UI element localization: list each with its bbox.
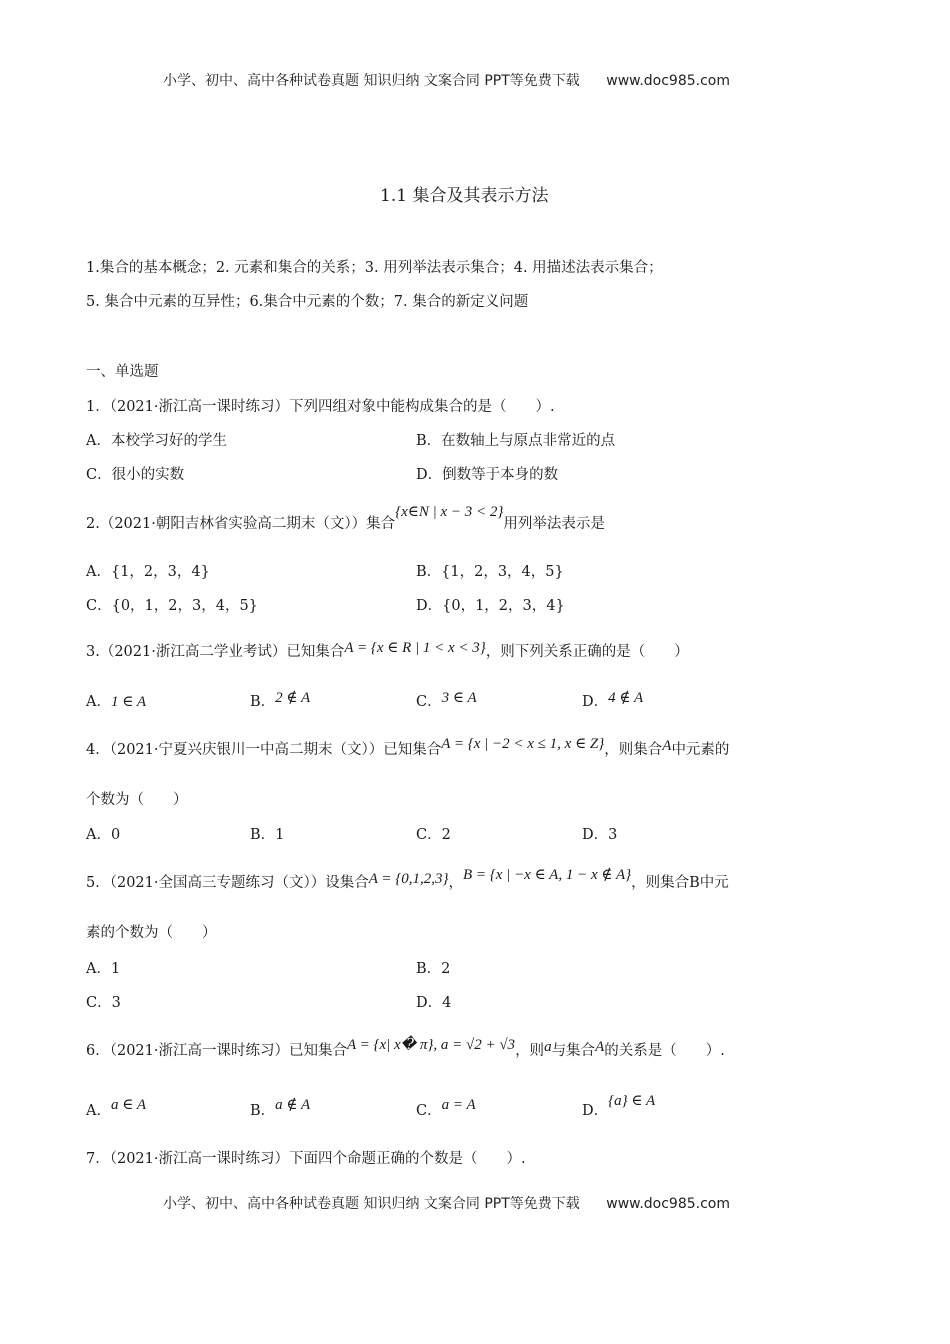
q4-stem-pre: 4．（2021·宁夏兴庆银川一中高二期末（文））已知集合 bbox=[86, 742, 442, 758]
q6-option-d-label: D． bbox=[582, 1103, 609, 1119]
q1-option-a: A．本校学习好的学生 bbox=[86, 433, 227, 449]
q3-option-b-math: 2 ∉ A bbox=[275, 690, 311, 706]
q3-option-c-math: 3 ∈ A bbox=[441, 690, 477, 706]
question-7-stem: 7．（2021·浙江高一课时练习）下面四个命题正确的个数是（ ）. bbox=[86, 1151, 526, 1167]
q5-stem-post: ，则集合B中元 bbox=[631, 875, 729, 891]
q5-stem-line-2: 素的个数为（ ） bbox=[86, 925, 217, 941]
question-4-stem bbox=[86, 738, 729, 759]
footer-text: 小学、初中、高中各种试卷真题 知识归纳 文案合同 PPT等免费下载 bbox=[163, 1196, 580, 1212]
footer-url[interactable]: www.doc985.com bbox=[606, 1196, 730, 1212]
q4-math-a: A bbox=[662, 738, 672, 754]
q6-math-set-a: A bbox=[595, 1039, 605, 1055]
q5-math-b: B = {x | −x ∈ A, 1 − x ∉ A} bbox=[463, 867, 632, 883]
q3-option-b bbox=[250, 690, 310, 711]
q5-math-a: A = {0,1,2,3} bbox=[368, 871, 449, 887]
q6-math-a: a bbox=[544, 1039, 552, 1055]
q4-option-b: B．1 bbox=[250, 827, 285, 843]
q6-option-d bbox=[582, 1093, 656, 1120]
q1-option-c: C．很小的实数 bbox=[86, 467, 185, 483]
q2-option-b: B．{1，2，3，4，5} bbox=[416, 564, 564, 580]
q4-option-d: D．3 bbox=[582, 827, 618, 843]
q6-option-a-label: A． bbox=[86, 1103, 111, 1119]
question-3-stem bbox=[86, 640, 689, 661]
q5-option-d: D．4 bbox=[416, 995, 452, 1011]
q6-stem-mid: ，则 bbox=[515, 1043, 545, 1059]
q4-stem-mid: ，则集合 bbox=[604, 742, 663, 758]
section-heading: 一、单选题 bbox=[86, 364, 159, 380]
q3-option-a-math: 1 ∈ A bbox=[110, 694, 146, 710]
q3-option-d-math: 4 ∉ A bbox=[608, 690, 644, 706]
topics-line-2: 5. 集合中元素的互异性；6.集合中元素的个数；7. 集合的新定义问题 bbox=[86, 294, 529, 310]
q2-stem-post: 用列举法表示是 bbox=[503, 516, 605, 532]
header-url[interactable]: www.doc985.com bbox=[606, 73, 730, 89]
q3-stem-post: ，则下列关系正确的是（ ） bbox=[485, 644, 689, 660]
q6-option-b-label: B． bbox=[250, 1103, 276, 1119]
q5-stem-mid: ， bbox=[448, 875, 463, 891]
q4-option-c: C．2 bbox=[416, 827, 451, 843]
q5-option-b: B．2 bbox=[416, 961, 451, 977]
question-2-stem bbox=[86, 504, 605, 533]
q6-option-b-math: a ∉ A bbox=[275, 1097, 311, 1113]
q6-option-c-math: a = A bbox=[441, 1097, 476, 1113]
question-5-stem bbox=[86, 867, 729, 892]
q1-option-d: D．倒数等于本身的数 bbox=[416, 467, 559, 483]
topics-line-1: 1.集合的基本概念；2. 元素和集合的关系；3. 用列举法表示集合；4. 用描述法表示集合； bbox=[86, 260, 663, 276]
q3-option-c bbox=[416, 690, 477, 711]
q6-option-d-math: {a} ∈ A bbox=[608, 1093, 656, 1109]
q3-option-a-label: A． bbox=[86, 694, 111, 710]
q2-option-d: D．{0，1，2，3，4} bbox=[416, 598, 565, 614]
q2-option-a: A．{1，2，3，4} bbox=[86, 564, 210, 580]
page-title: 1.1 集合及其表示方法 bbox=[380, 186, 549, 206]
q2-stem-pre: 2.（2021·朝阳吉林省实验高二期末（文））集合 bbox=[86, 516, 396, 532]
q5-option-c: C．3 bbox=[86, 995, 121, 1011]
q6-stem-mid2: 与集合 bbox=[551, 1043, 596, 1059]
q3-option-d-label: D． bbox=[582, 694, 609, 710]
page-footer bbox=[163, 1193, 730, 1213]
q4-stem-post: 中元素的 bbox=[671, 742, 730, 758]
header-text: 小学、初中、高中各种试卷真题 知识归纳 文案合同 PPT等免费下载 bbox=[163, 73, 580, 89]
q3-math-set: A = {x ∈ R | 1 < x < 3} bbox=[344, 640, 486, 656]
q3-option-a bbox=[86, 690, 146, 711]
q6-math-set: A = {x| x� π}, a = √2 + √3 bbox=[347, 1037, 516, 1053]
q2-math-set: {x∈N | x − 3 < 2} bbox=[395, 504, 504, 520]
q5-option-a: A．1 bbox=[86, 961, 121, 977]
q3-stem-pre: 3.（2021·浙江高二学业考试）已知集合 bbox=[86, 644, 345, 660]
q2-option-c: C．{0，1，2，3，4，5} bbox=[86, 598, 258, 614]
q6-stem-post: 的关系是（ ）. bbox=[604, 1043, 725, 1059]
q3-option-c-label: C． bbox=[416, 694, 442, 710]
q4-option-a: A．0 bbox=[86, 827, 121, 843]
q6-stem-pre: 6．（2021·浙江高一课时练习）已知集合 bbox=[86, 1043, 347, 1059]
question-6-stem bbox=[86, 1039, 725, 1060]
q4-stem-line-2: 个数为（ ） bbox=[86, 792, 188, 808]
q6-option-c bbox=[416, 1099, 476, 1120]
q6-option-a-math: a ∈ A bbox=[110, 1097, 146, 1113]
q6-option-b bbox=[250, 1099, 310, 1120]
q5-stem-pre: 5．（2021·全国高三专题练习（文））设集合 bbox=[86, 875, 369, 891]
q4-math-set: A = {x | −2 < x ≤ 1, x ∈ Z} bbox=[441, 736, 605, 752]
q3-option-d bbox=[582, 690, 643, 711]
q6-option-c-label: C． bbox=[416, 1103, 442, 1119]
q6-option-a bbox=[86, 1099, 146, 1120]
q3-option-b-label: B． bbox=[250, 694, 276, 710]
page-header bbox=[163, 70, 730, 90]
question-1-stem: 1．（2021·浙江高一课时练习）下列四组对象中能构成集合的是（ ）. bbox=[86, 399, 555, 415]
q1-option-b: B．在数轴上与原点非常近的点 bbox=[416, 433, 616, 449]
